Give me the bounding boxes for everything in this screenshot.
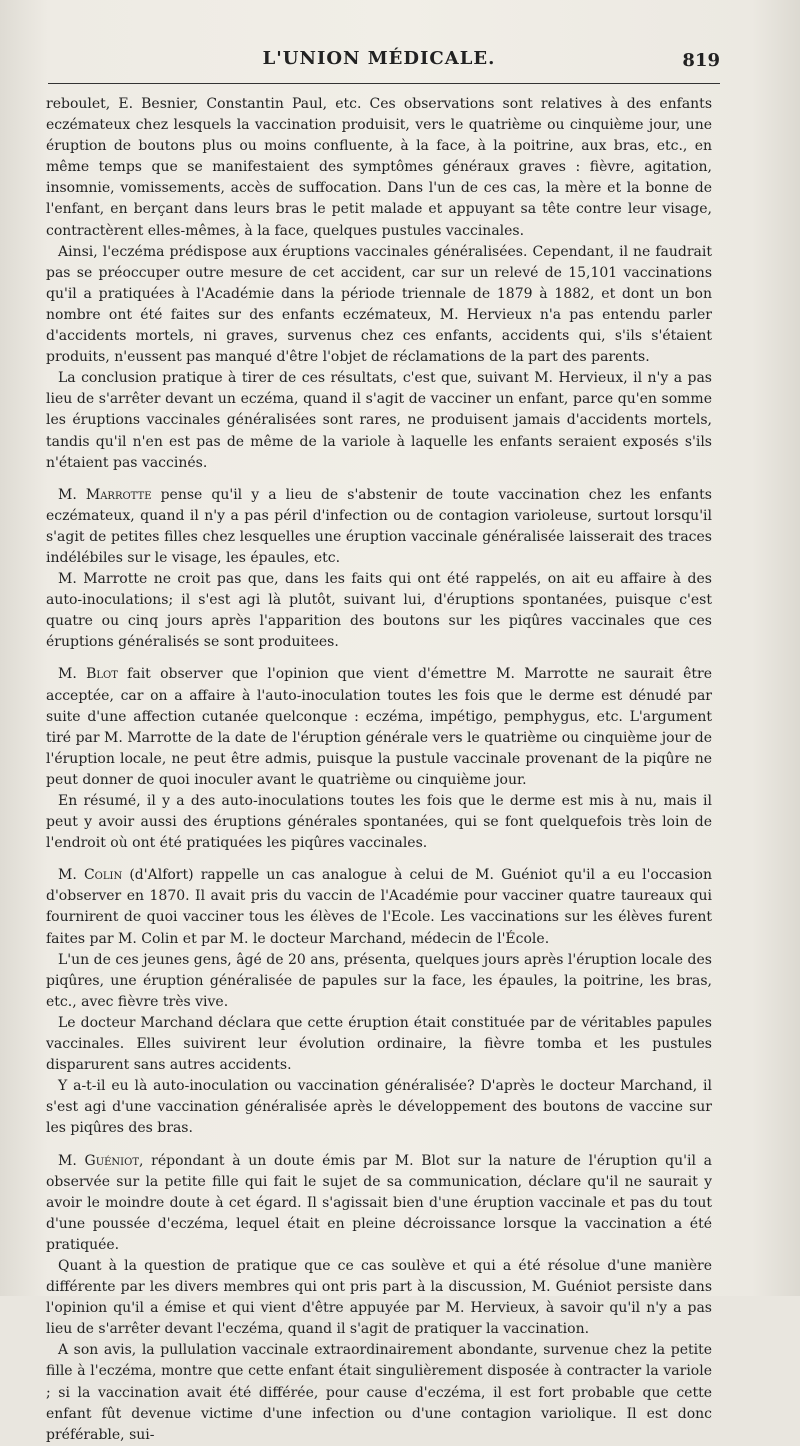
paragraph-text: reboulet, E. Besnier, Constantin Paul, etc. Ces observations sont relatives à des enfants eczémateux chez lesquels la vaccination produisit, vers le quatrième ou cinquième jour, une éruption de boutons plus ou moins confluente, à la face, à la poitrine, aux bras, etc., en même temps que se manifestaient des symptômes généraux graves : fièvre, agitation, insomnie, vomissements, accès de suffocation. Dans l'un de ces cas, la mère et la bonne de l'enfant, en berçant dans leurs bras le petit malade et appuyant sa tête contre leur visage, contractèrent elles-mêmes, à la face, quelques pustules vaccinales. bbox=[46, 96, 712, 239]
paragraph-text: fait observer que l'opinion que vient d'émettre M. Marrotte ne saurait être acceptée, car on a affaire à l'auto-inoculation toutes les fois que le derme est dénudé par suite d'une affection cutanée quelconque : eczéma, impétigo, pemphygus, etc. L'argument tiré par M. Marrotte de la date de l'éruption générale vers le quatrième ou cinquième jour de l'éruption locale, ne peut être admis, puisque la pustule vaccinale provenant de la piqûre ne peut donner de quoi inoculer avant le quatrième ou cinquième jour. bbox=[46, 666, 712, 788]
paragraph: M. Blot fait observer que l'opinion que vient d'émettre M. Marrotte ne saurait être acceptée, car on a affaire à l'auto-inoculation toutes les fois que le derme est dénudé par suite d'une affection cutanée quelconque : eczéma, impétigo, pemphygus, etc. L'argument tiré par M. Marrotte de la date de l'éruption générale vers le quatrième ou cinquième jour de l'éruption locale, ne peut être admis, puisque la pustule vaccinale provenant de la piqûre ne peut donner de quoi inoculer avant le quatrième ou cinquième jour. bbox=[46, 666, 712, 788]
paragraph-text: M. Marrotte ne croit pas que, dans les faits qui ont été rappelés, on ait eu affaire à des auto-inoculations; il s'est agi là plutôt, suivant lui, d'éruptions spontanées, puisque c'est quatre ou cinq jours après l'apparition des boutons sur les piqûres vaccinales que ces éruptions généralisés se sont produitees. bbox=[46, 571, 712, 651]
speaker-name: Marrotte bbox=[85, 486, 152, 503]
page-number: 819 bbox=[682, 50, 720, 71]
paragraph-text: Y a-t-il eu là auto-inoculation ou vaccination généralisée? D'après le docteur Marchand, il s'est agi d'une vaccination généralisée après le développement des boutons de vaccine sur les piqûres des bras. bbox=[46, 1078, 712, 1137]
paragraph-text: Le docteur Marchand déclara que cette éruption était constituée par de véritables papules vaccinales. Elles suivirent leur évolution ordinaire, la fièvre tomba et les pustules disparurent sans autres accidents. bbox=[46, 1014, 712, 1074]
paragraph bbox=[46, 1076, 712, 1139]
paragraph bbox=[46, 569, 712, 653]
paragraph-text: Quant à la question de pratique que ce cas soulève et qui a été résolue d'une manière différente par les divers membres qui ont pris part à la discussion, M. Guéniot persiste dans l'opinion qu'il a émise et qui vient d'être appuyée par M. Hervieux, à savoir qu'il n'y a pas lieu de s'arrêter devant l'eczéma, quand il s'agit de pratiquer la vaccination. bbox=[46, 1257, 712, 1338]
paragraph-text: En résumé, il y a des auto-inoculations toutes les fois que le derme est mis à nu, mais il peut y avoir aussi des éruptions générales spontanées, qui se font quelquefois très loin de l'endroit où ont été pratiquées les piqûres vaccinales. bbox=[46, 793, 712, 852]
header-rule bbox=[48, 83, 720, 84]
paragraph-text: La conclusion pratique à tirer de ces résultats, c'est que, suivant M. Hervieux, il n'y a pas lieu de s'arrêter devant un eczéma, quand il s'agit de vacciner un enfant, parce qu'en somme les éruptions vaccinales généralisées sont rares, ne produisent jamais d'accidents mortels, tandis qu'il n'en est pas de même de la variole à laquelle les enfants seraient exposés s'ils n'étaient pas vaccinés. bbox=[46, 370, 712, 471]
paragraph bbox=[46, 242, 712, 369]
speaker-name: Guéniot bbox=[84, 1152, 139, 1169]
speaker-name: Blot bbox=[86, 666, 118, 683]
paragraph-text: (d'Alfort) rappelle un cas analogue à celui de M. Guéniot qu'il a eu l'occasion d'observer en 1870. Il avait pris du vaccin de l'Académie pour vacciner quatre taureaux qui fournirent de quoi vacciner tous les élèves de l'Ecole. Les vaccinations sur les élèves furent faites par M. Colin et par M. le docteur Marchand, médecin de l'École. bbox=[46, 867, 712, 947]
journal-title: L'UNION MÉDICALE. bbox=[262, 48, 496, 69]
paragraph bbox=[46, 791, 712, 854]
article-body bbox=[46, 94, 712, 1446]
paragraph: M. Colin (d'Alfort) rappelle un cas analogue à celui de M. Guéniot qu'il a eu l'occasion d'observer en 1870. Il avait pris du vaccin de l'Académie pour vacciner quatre taureaux qui fournirent de quoi vacciner tous les élèves de l'Ecole. Les vaccinations sur les élèves furent faites par M. Colin et par M. le docteur Marchand, médecin de l'École. bbox=[46, 867, 712, 947]
paragraph-text: A son avis, la pullulation vaccinale extraordinairement abondante, survenue chez la petite fille à l'eczéma, montre que cette enfant était singulièrement disposée à contracter la variole ; si la vaccination avait été différée, pour cause d'eczéma, il est fort probable que cette enfant fût devenue victime d'une infection ou d'une contagion variolique. Il est donc préférable, sui- bbox=[46, 1342, 712, 1443]
paragraph-text: pense qu'il y a lieu de s'abstenir de toute vaccination chez les enfants eczémateux, quand il n'y a pas péril d'infection ou de contagion varioleuse, surtout lorsqu'il s'agit de petites filles chez lesquelles une éruption vaccinale généralisée laisserait des traces indélébiles sur le visage, les épaules, etc. bbox=[46, 486, 712, 566]
paragraph bbox=[46, 950, 712, 1013]
paragraph-text: , répondant à un doute émis par M. Blot sur la nature de l'éruption qu'il a observée sur la petite fille qui fait le sujet de sa communication, déclare qu'il ne saurait y avoir le moindre doute à cet égard. Il s'agissait bien d'une éruption vaccinale et pas du tout d'une poussée d'eczéma, lequel était en pleine décroissance lorsque la vaccination a été pratiquée. bbox=[46, 1152, 712, 1253]
running-header bbox=[48, 44, 720, 78]
paragraph bbox=[46, 1340, 712, 1445]
paragraph-text: L'un de ces jeunes gens, âgé de 20 ans, présenta, quelques jours après l'éruption locale des piqûres, une éruption généralisée de papules sur la face, les épaules, la poitrine, les bras, etc., avec fièvre très vive. bbox=[46, 951, 712, 1010]
speaker-name: Colin bbox=[83, 867, 123, 884]
paragraph-text: Ainsi, l'eczéma prédispose aux éruptions vaccinales généralisées. Cependant, il ne faudrait pas se préoccuper outre mesure de cet accident, car sur un relevé de 15,101 vaccinations qu'il a pratiquées à l'Académie dans la période triennale de 1879 à 1882, et dont un bon nombre ont été faites sur des enfants eczémateux, M. Hervieux n'a pas entendu parler d'accidents mortels, ni graves, survenus chez ces enfants, accidents qui, s'ils s'étaient produits, n'eussent pas manqué d'être l'objet de réclamations de la part des parents. bbox=[46, 243, 712, 366]
paragraph bbox=[46, 368, 712, 473]
paragraph: M. Guéniot, répondant à un doute émis par M. Blot sur la nature de l'éruption qu'il a observée sur la petite fille qui fait le sujet de sa communication, déclare qu'il ne saurait y avoir le moindre doute à cet égard. Il s'agissait bien d'une éruption vaccinale et pas du tout d'une poussée d'eczéma, lequel était en pleine décroissance lorsque la vaccination a été pratiquée. bbox=[46, 1152, 712, 1253]
paragraph bbox=[46, 94, 712, 242]
paragraph: M. Marrotte pense qu'il y a lieu de s'abstenir de toute vaccination chez les enfants eczémateux, quand il n'y a pas péril d'infection ou de contagion varioleuse, surtout lorsqu'il s'agit de petites filles chez lesquelles une éruption vaccinale généralisée laisserait des traces indélébiles sur le visage, les épaules, etc. bbox=[46, 486, 712, 566]
paragraph bbox=[46, 1256, 712, 1340]
paragraph bbox=[46, 1013, 712, 1076]
